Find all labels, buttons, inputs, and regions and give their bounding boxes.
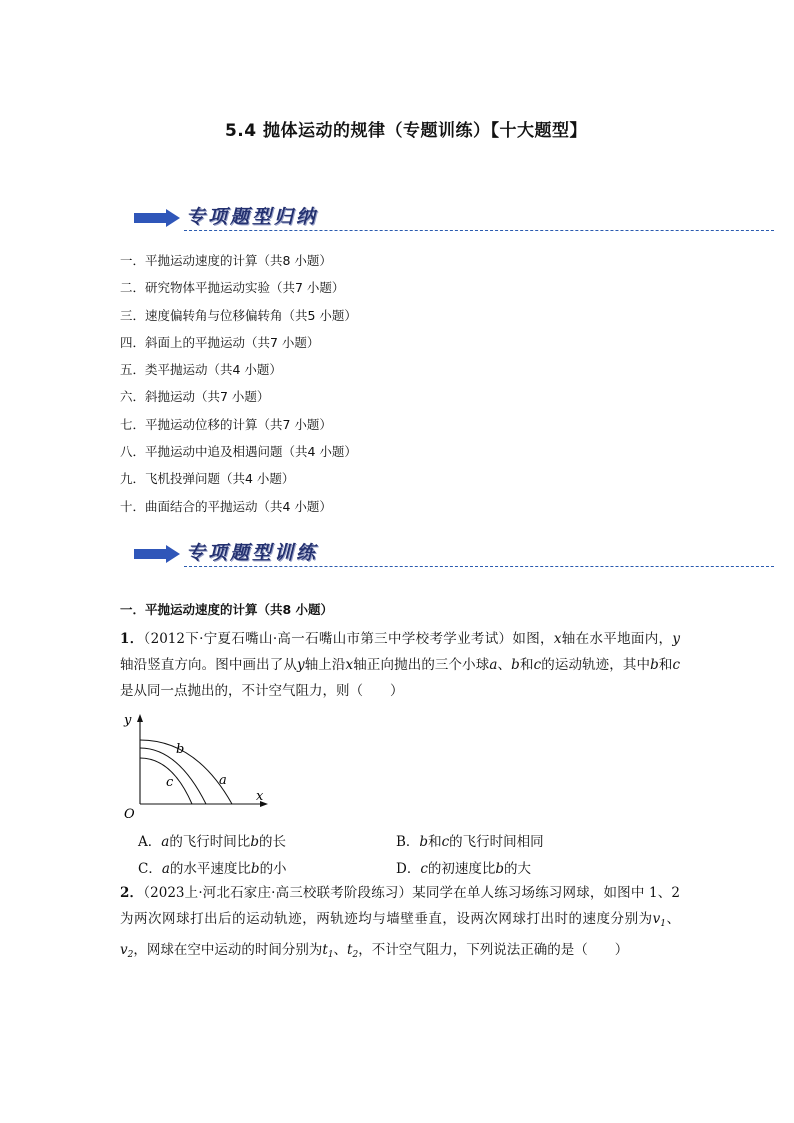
option-text: 的小 — [259, 861, 287, 877]
question-1 — [120, 626, 680, 704]
subscript: 2 — [127, 950, 134, 960]
topic-item: 七．平抛运动位移的计算（共7 小题） — [120, 416, 332, 432]
var: b — [511, 657, 520, 673]
option-label: A． — [138, 834, 162, 850]
banner-title: 专项题型归纳 — [186, 206, 319, 228]
label-c: c — [166, 775, 174, 790]
var: y — [296, 657, 305, 673]
question-source: （2012下·宁夏石嘴山·高一石嘴山市第三中学校考学业考试） — [143, 631, 513, 647]
topic-item: 一．平抛运动速度的计算（共8 小题） — [120, 253, 332, 268]
var: c — [420, 861, 428, 877]
question-2 — [120, 880, 680, 968]
var: v — [120, 942, 128, 958]
question-number: 1． — [120, 631, 144, 647]
question-text: 、 — [665, 911, 681, 927]
var: c — [533, 657, 542, 673]
topic-item: 五．类平抛运动（共4 小题） — [120, 362, 282, 378]
var: y — [672, 631, 681, 647]
option-label: B． — [396, 834, 420, 850]
var: c — [672, 657, 681, 673]
var: v — [652, 911, 661, 927]
var: b — [419, 834, 429, 850]
question-text: 的运动轨迹，其中 — [541, 657, 651, 673]
topic-list — [120, 252, 357, 525]
topic-item: 六．斜抛运动（共7 小题） — [120, 389, 270, 405]
var: t — [322, 942, 328, 958]
banner-title: 专项题型训练 — [186, 542, 319, 564]
origin-label: O — [124, 807, 135, 822]
option-label: D． — [396, 861, 421, 877]
arrow-right-icon — [134, 545, 182, 563]
section-heading: 一．平抛运动速度的计算（共8 小题） — [120, 602, 334, 617]
dashed-divider — [184, 566, 774, 567]
var: b — [495, 861, 505, 877]
question-text: 、 — [333, 942, 348, 958]
var: x — [553, 631, 562, 647]
option-a — [138, 830, 286, 850]
question-text: ，不计空气阻力，下列说法正确的是（ ） — [358, 942, 629, 958]
question-text: 和 — [658, 657, 673, 673]
subscript: 2 — [352, 950, 359, 960]
option-text: 的飞行时间比 — [169, 834, 251, 850]
question-text: 、 — [497, 657, 512, 673]
question-text: 是从同一点抛出的，不计空气阻力，则（ ） — [120, 683, 404, 699]
x-axis-label: x — [256, 789, 264, 804]
question-text: 如图， — [512, 631, 554, 647]
question-text: 和 — [519, 657, 534, 673]
section-banner-training — [134, 536, 774, 572]
question-text: ，网球在空中运动的时间分别为 — [133, 942, 323, 958]
topic-item: 十．曲面结合的平抛运动（共4 小题） — [120, 498, 332, 514]
document-title: 5.4 抛体运动的规律（专题训练）【十大题型】 — [224, 121, 588, 141]
question-text: 轴上沿 — [304, 657, 346, 673]
option-text: 的初速度比 — [427, 861, 496, 877]
option-text: 的飞行时间相同 — [449, 834, 544, 850]
option-text: 的长 — [258, 834, 286, 850]
topic-item: 九．飞机投弹问题（共4 小题） — [120, 471, 295, 487]
topic-item: 三．速度偏转角与位移偏转角（共5 小题） — [120, 307, 357, 323]
question-number: 2． — [120, 885, 144, 901]
question-text: 某同学在单人练习场练习网球，如图中 1、2 为两次网球打出后的运动轨迹，两轨迹均与墙壁垂直，设两次网球打出时的速度分别为 — [120, 885, 680, 927]
var: c — [441, 834, 450, 850]
option-text: 的水平速度比 — [169, 861, 251, 877]
question-text: 轴正向抛出的三个小球 — [353, 657, 490, 673]
question-text: 轴在水平地面内， — [561, 631, 673, 647]
var: a — [161, 861, 170, 877]
option-label: C． — [138, 861, 162, 877]
var: b — [250, 834, 259, 850]
topic-item: 八．平抛运动中追及相遇问题（共4 小题） — [120, 444, 357, 460]
option-b — [396, 830, 544, 850]
var: b — [650, 657, 659, 673]
y-axis-label: y — [124, 713, 132, 728]
dashed-divider — [184, 230, 774, 231]
arrow-right-icon — [134, 209, 182, 227]
var: t — [347, 942, 353, 958]
section-banner-summary — [134, 200, 774, 236]
var: b — [250, 861, 260, 877]
option-c — [138, 857, 287, 877]
subscript: 1 — [327, 950, 334, 960]
y-axis-arrow — [137, 714, 143, 722]
subscript: 1 — [660, 919, 666, 929]
question-source: （2023上·河北石家庄·高三校联考阶段练习） — [143, 885, 413, 901]
trajectory-figure — [112, 708, 277, 828]
label-a: a — [219, 773, 227, 788]
var: a — [489, 657, 498, 673]
option-text: 和 — [428, 834, 442, 850]
question-text: 轴沿竖直方向。图中画出了从 — [120, 657, 297, 673]
option-d — [396, 857, 531, 877]
var: a — [161, 834, 170, 850]
option-text: 的大 — [504, 861, 532, 877]
var: x — [345, 657, 354, 673]
topic-item: 二．研究物体平抛运动实验（共7 小题） — [120, 280, 345, 296]
topic-item: 四．斜面上的平抛运动（共7 小题） — [120, 334, 320, 350]
label-b: b — [176, 742, 185, 757]
